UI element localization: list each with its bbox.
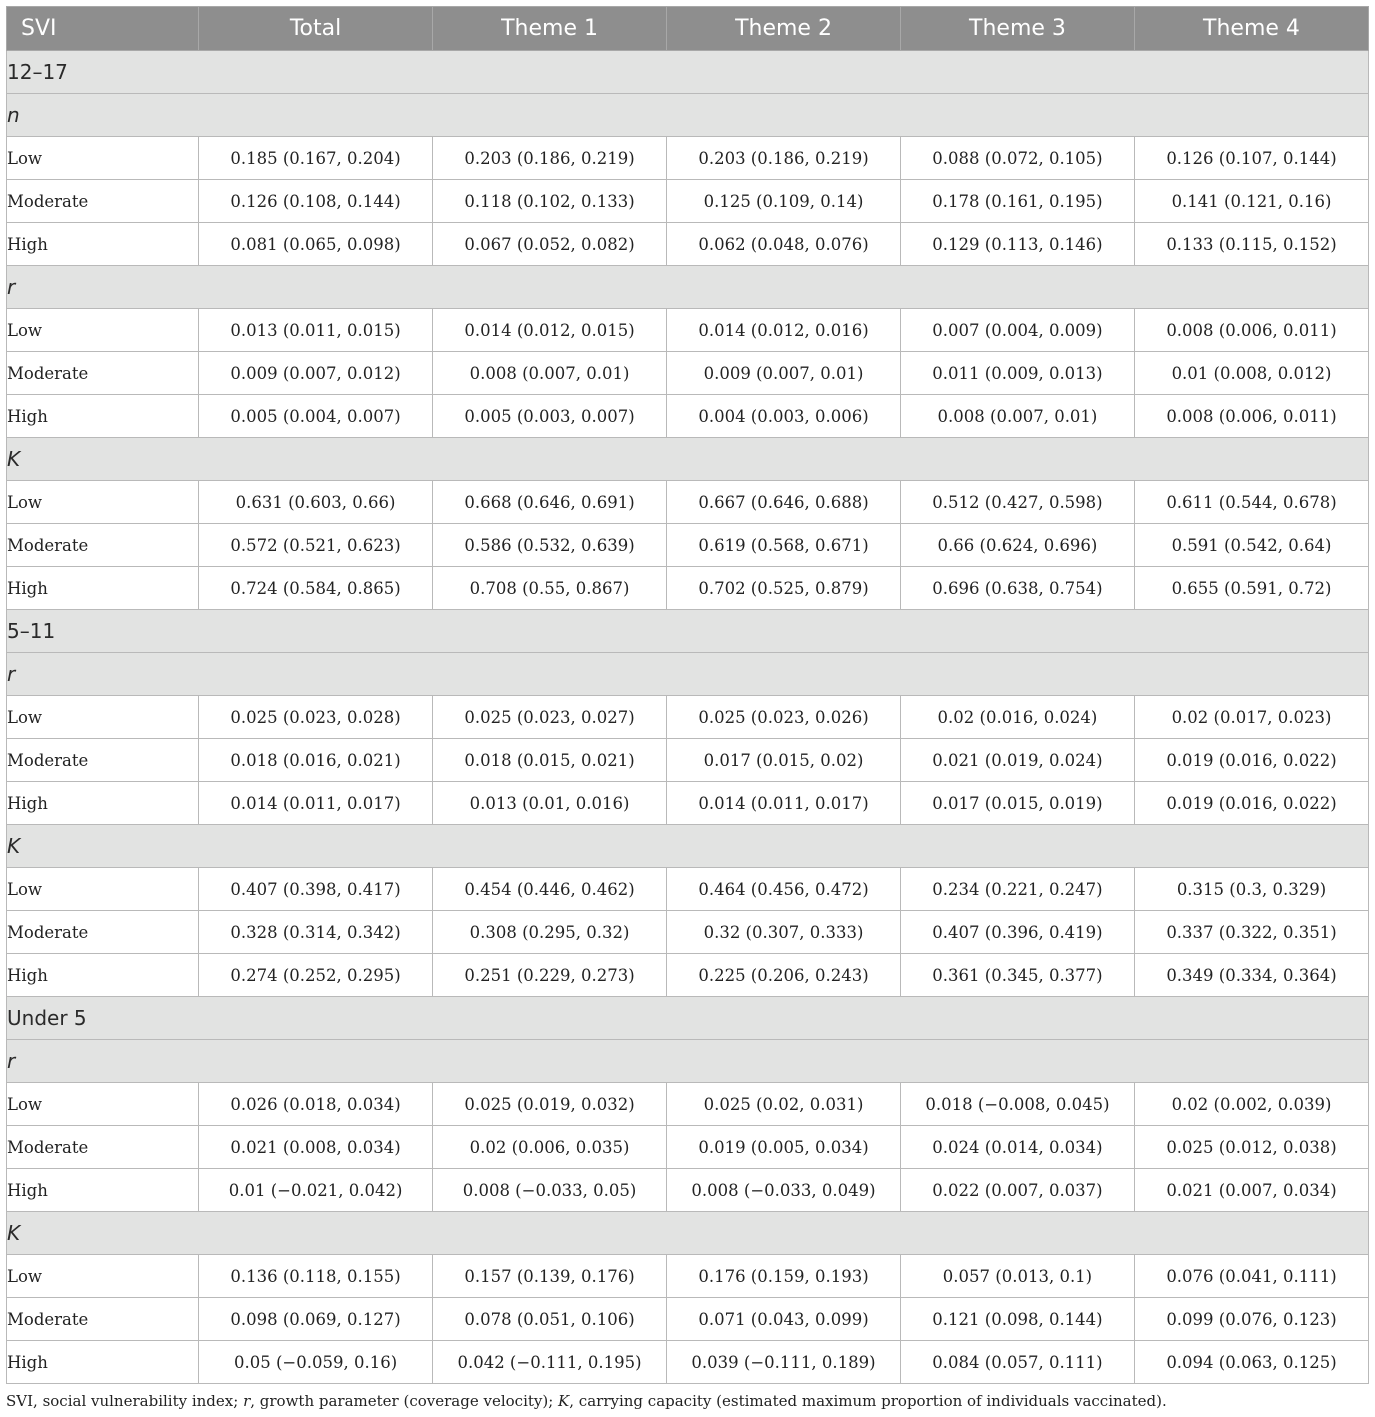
estimate-cell: 0.512 (0.427, 0.598)	[900, 481, 1134, 524]
estimate-cell: 0.076 (0.041, 0.111)	[1134, 1255, 1368, 1298]
estimate-cell: 0.591 (0.542, 0.64)	[1134, 524, 1368, 567]
estimate-cell: 0.696 (0.638, 0.754)	[900, 567, 1134, 610]
header-row	[7, 7, 1369, 51]
estimate-cell: 0.042 (−0.111, 0.195)	[433, 1341, 667, 1384]
estimate-cell: 0.407 (0.398, 0.417)	[199, 868, 433, 911]
table-row	[7, 1083, 1369, 1126]
svi-level-label: Low	[7, 309, 199, 352]
estimate-cell: 0.185 (0.167, 0.204)	[199, 137, 433, 180]
header-theme-2: Theme 2	[667, 7, 901, 51]
estimate-cell: 0.133 (0.115, 0.152)	[1134, 223, 1368, 266]
estimate-cell: 0.081 (0.065, 0.098)	[199, 223, 433, 266]
parameter-row	[7, 1212, 1369, 1255]
table-footnote	[6, 1392, 1369, 1410]
estimate-cell: 0.005 (0.004, 0.007)	[199, 395, 433, 438]
estimate-cell: 0.05 (−0.059, 0.16)	[199, 1341, 433, 1384]
estimate-cell: 0.004 (0.003, 0.006)	[667, 395, 901, 438]
svi-level-label: Low	[7, 868, 199, 911]
estimate-cell: 0.019 (0.005, 0.034)	[667, 1126, 901, 1169]
estimate-cell: 0.018 (0.016, 0.021)	[199, 739, 433, 782]
header-total: Total	[199, 7, 433, 51]
table-header	[7, 7, 1369, 51]
estimate-cell: 0.008 (0.006, 0.011)	[1134, 309, 1368, 352]
estimate-cell: 0.203 (0.186, 0.219)	[433, 137, 667, 180]
estimate-cell: 0.026 (0.018, 0.034)	[199, 1083, 433, 1126]
table-row	[7, 739, 1369, 782]
parameter-label: K	[7, 438, 1369, 481]
estimate-cell: 0.014 (0.012, 0.016)	[667, 309, 901, 352]
estimate-cell: 0.022 (0.007, 0.037)	[900, 1169, 1134, 1212]
estimate-cell: 0.225 (0.206, 0.243)	[667, 954, 901, 997]
estimate-cell: 0.017 (0.015, 0.02)	[667, 739, 901, 782]
estimate-cell: 0.178 (0.161, 0.195)	[900, 180, 1134, 223]
table-row	[7, 1169, 1369, 1212]
footnote-part-2: , growth parameter (coverage velocity);	[250, 1392, 559, 1410]
estimate-cell: 0.014 (0.011, 0.017)	[199, 782, 433, 825]
estimate-cell: 0.125 (0.109, 0.14)	[667, 180, 901, 223]
estimate-cell: 0.724 (0.584, 0.865)	[199, 567, 433, 610]
estimate-cell: 0.01 (0.008, 0.012)	[1134, 352, 1368, 395]
estimate-cell: 0.071 (0.043, 0.099)	[667, 1298, 901, 1341]
svi-level-label: Moderate	[7, 911, 199, 954]
estimate-cell: 0.631 (0.603, 0.66)	[199, 481, 433, 524]
svi-level-label: Moderate	[7, 739, 199, 782]
table-row	[7, 954, 1369, 997]
estimate-cell: 0.024 (0.014, 0.034)	[900, 1126, 1134, 1169]
estimate-cell: 0.025 (0.02, 0.031)	[667, 1083, 901, 1126]
estimate-cell: 0.141 (0.121, 0.16)	[1134, 180, 1368, 223]
estimate-cell: 0.328 (0.314, 0.342)	[199, 911, 433, 954]
footnote-part-3: , carrying capacity (estimated maximum proportion of individuals vaccinated).	[569, 1392, 1167, 1410]
header-theme-1: Theme 1	[433, 7, 667, 51]
estimate-cell: 0.619 (0.568, 0.671)	[667, 524, 901, 567]
parameter-label: K	[7, 1212, 1369, 1255]
estimate-cell: 0.025 (0.023, 0.027)	[433, 696, 667, 739]
parameter-label: K	[7, 825, 1369, 868]
estimate-cell: 0.02 (0.006, 0.035)	[433, 1126, 667, 1169]
svi-level-label: Moderate	[7, 1126, 199, 1169]
estimate-cell: 0.008 (−0.033, 0.05)	[433, 1169, 667, 1212]
table-row	[7, 1298, 1369, 1341]
estimate-cell: 0.572 (0.521, 0.623)	[199, 524, 433, 567]
estimate-cell: 0.121 (0.098, 0.144)	[900, 1298, 1134, 1341]
estimate-cell: 0.025 (0.023, 0.028)	[199, 696, 433, 739]
parameter-label: r	[7, 1040, 1369, 1083]
age-group-row	[7, 997, 1369, 1040]
estimate-cell: 0.057 (0.013, 0.1)	[900, 1255, 1134, 1298]
svi-level-label: High	[7, 567, 199, 610]
svi-level-label: High	[7, 223, 199, 266]
estimate-cell: 0.02 (0.017, 0.023)	[1134, 696, 1368, 739]
estimate-cell: 0.361 (0.345, 0.377)	[900, 954, 1134, 997]
estimate-cell: 0.009 (0.007, 0.01)	[667, 352, 901, 395]
svi-level-label: Moderate	[7, 524, 199, 567]
estimate-cell: 0.008 (0.006, 0.011)	[1134, 395, 1368, 438]
estimate-cell: 0.005 (0.003, 0.007)	[433, 395, 667, 438]
estimate-cell: 0.702 (0.525, 0.879)	[667, 567, 901, 610]
estimate-cell: 0.126 (0.107, 0.144)	[1134, 137, 1368, 180]
estimate-cell: 0.454 (0.446, 0.462)	[433, 868, 667, 911]
estimate-cell: 0.021 (0.007, 0.034)	[1134, 1169, 1368, 1212]
estimate-cell: 0.025 (0.019, 0.032)	[433, 1083, 667, 1126]
estimate-cell: 0.234 (0.221, 0.247)	[900, 868, 1134, 911]
parameter-row	[7, 438, 1369, 481]
estimate-cell: 0.129 (0.113, 0.146)	[900, 223, 1134, 266]
estimate-cell: 0.349 (0.334, 0.364)	[1134, 954, 1368, 997]
estimate-cell: 0.176 (0.159, 0.193)	[667, 1255, 901, 1298]
footnote-k-symbol: K	[558, 1392, 570, 1410]
svi-level-label: Low	[7, 481, 199, 524]
estimate-cell: 0.039 (−0.111, 0.189)	[667, 1341, 901, 1384]
svi-level-label: High	[7, 395, 199, 438]
table-body	[7, 51, 1369, 1384]
table-row	[7, 868, 1369, 911]
estimate-cell: 0.018 (−0.008, 0.045)	[900, 1083, 1134, 1126]
estimate-cell: 0.011 (0.009, 0.013)	[900, 352, 1134, 395]
estimate-cell: 0.025 (0.012, 0.038)	[1134, 1126, 1368, 1169]
svi-level-label: Low	[7, 137, 199, 180]
estimate-cell: 0.019 (0.016, 0.022)	[1134, 782, 1368, 825]
parameter-row	[7, 94, 1369, 137]
estimate-cell: 0.088 (0.072, 0.105)	[900, 137, 1134, 180]
parameter-row	[7, 266, 1369, 309]
estimate-cell: 0.203 (0.186, 0.219)	[667, 137, 901, 180]
svi-level-label: Moderate	[7, 352, 199, 395]
svi-level-label: High	[7, 1169, 199, 1212]
svi-level-label: Moderate	[7, 180, 199, 223]
estimate-cell: 0.118 (0.102, 0.133)	[433, 180, 667, 223]
estimate-cell: 0.407 (0.396, 0.419)	[900, 911, 1134, 954]
table-row	[7, 782, 1369, 825]
header-theme-4: Theme 4	[1134, 7, 1368, 51]
parameter-label: r	[7, 653, 1369, 696]
footnote-r-symbol: r	[243, 1392, 251, 1410]
estimate-cell: 0.611 (0.544, 0.678)	[1134, 481, 1368, 524]
estimate-cell: 0.099 (0.076, 0.123)	[1134, 1298, 1368, 1341]
estimate-cell: 0.32 (0.307, 0.333)	[667, 911, 901, 954]
table-row	[7, 223, 1369, 266]
age-group-label: Under 5	[7, 997, 1369, 1040]
estimate-cell: 0.019 (0.016, 0.022)	[1134, 739, 1368, 782]
table-row	[7, 137, 1369, 180]
header-svi: SVI	[7, 7, 199, 51]
table-row	[7, 309, 1369, 352]
svi-level-label: High	[7, 1341, 199, 1384]
estimate-cell: 0.708 (0.55, 0.867)	[433, 567, 667, 610]
estimate-cell: 0.274 (0.252, 0.295)	[199, 954, 433, 997]
table-row	[7, 395, 1369, 438]
estimate-cell: 0.009 (0.007, 0.012)	[199, 352, 433, 395]
table-row	[7, 911, 1369, 954]
estimate-cell: 0.025 (0.023, 0.026)	[667, 696, 901, 739]
estimate-cell: 0.014 (0.012, 0.015)	[433, 309, 667, 352]
estimate-cell: 0.013 (0.011, 0.015)	[199, 309, 433, 352]
estimate-cell: 0.013 (0.01, 0.016)	[433, 782, 667, 825]
table-row	[7, 696, 1369, 739]
estimate-cell: 0.094 (0.063, 0.125)	[1134, 1341, 1368, 1384]
estimate-cell: 0.464 (0.456, 0.472)	[667, 868, 901, 911]
estimate-cell: 0.136 (0.118, 0.155)	[199, 1255, 433, 1298]
svi-level-label: Low	[7, 696, 199, 739]
parameter-row	[7, 1040, 1369, 1083]
estimate-cell: 0.021 (0.008, 0.034)	[199, 1126, 433, 1169]
parameter-label: n	[7, 94, 1369, 137]
estimate-cell: 0.66 (0.624, 0.696)	[900, 524, 1134, 567]
estimate-cell: 0.078 (0.051, 0.106)	[433, 1298, 667, 1341]
results-table	[6, 6, 1369, 1384]
estimate-cell: 0.01 (−0.021, 0.042)	[199, 1169, 433, 1212]
table-row	[7, 1255, 1369, 1298]
footnote-part-1: SVI, social vulnerability index;	[6, 1392, 244, 1410]
age-group-row	[7, 610, 1369, 653]
estimate-cell: 0.655 (0.591, 0.72)	[1134, 567, 1368, 610]
estimate-cell: 0.014 (0.011, 0.017)	[667, 782, 901, 825]
parameter-row	[7, 653, 1369, 696]
svi-level-label: Moderate	[7, 1298, 199, 1341]
estimate-cell: 0.02 (0.016, 0.024)	[900, 696, 1134, 739]
svi-level-label: Low	[7, 1255, 199, 1298]
estimate-cell: 0.308 (0.295, 0.32)	[433, 911, 667, 954]
table-row	[7, 567, 1369, 610]
svi-level-label: Low	[7, 1083, 199, 1126]
estimate-cell: 0.337 (0.322, 0.351)	[1134, 911, 1368, 954]
estimate-cell: 0.098 (0.069, 0.127)	[199, 1298, 433, 1341]
estimate-cell: 0.021 (0.019, 0.024)	[900, 739, 1134, 782]
estimate-cell: 0.126 (0.108, 0.144)	[199, 180, 433, 223]
parameter-label: r	[7, 266, 1369, 309]
age-group-label: 5–11	[7, 610, 1369, 653]
table-row	[7, 524, 1369, 567]
table-row	[7, 1341, 1369, 1384]
estimate-cell: 0.018 (0.015, 0.021)	[433, 739, 667, 782]
estimate-cell: 0.251 (0.229, 0.273)	[433, 954, 667, 997]
estimate-cell: 0.008 (0.007, 0.01)	[900, 395, 1134, 438]
svi-level-label: High	[7, 954, 199, 997]
estimate-cell: 0.017 (0.015, 0.019)	[900, 782, 1134, 825]
estimate-cell: 0.007 (0.004, 0.009)	[900, 309, 1134, 352]
estimate-cell: 0.315 (0.3, 0.329)	[1134, 868, 1368, 911]
table-row	[7, 481, 1369, 524]
estimate-cell: 0.062 (0.048, 0.076)	[667, 223, 901, 266]
estimate-cell: 0.067 (0.052, 0.082)	[433, 223, 667, 266]
age-group-row	[7, 51, 1369, 94]
header-theme-3: Theme 3	[900, 7, 1134, 51]
estimate-cell: 0.668 (0.646, 0.691)	[433, 481, 667, 524]
estimate-cell: 0.084 (0.057, 0.111)	[900, 1341, 1134, 1384]
age-group-label: 12–17	[7, 51, 1369, 94]
table-row	[7, 352, 1369, 395]
estimate-cell: 0.008 (0.007, 0.01)	[433, 352, 667, 395]
estimate-cell: 0.586 (0.532, 0.639)	[433, 524, 667, 567]
estimate-cell: 0.667 (0.646, 0.688)	[667, 481, 901, 524]
table-row	[7, 1126, 1369, 1169]
svi-level-label: High	[7, 782, 199, 825]
estimate-cell: 0.157 (0.139, 0.176)	[433, 1255, 667, 1298]
estimate-cell: 0.008 (−0.033, 0.049)	[667, 1169, 901, 1212]
table-row	[7, 180, 1369, 223]
estimate-cell: 0.02 (0.002, 0.039)	[1134, 1083, 1368, 1126]
parameter-row	[7, 825, 1369, 868]
